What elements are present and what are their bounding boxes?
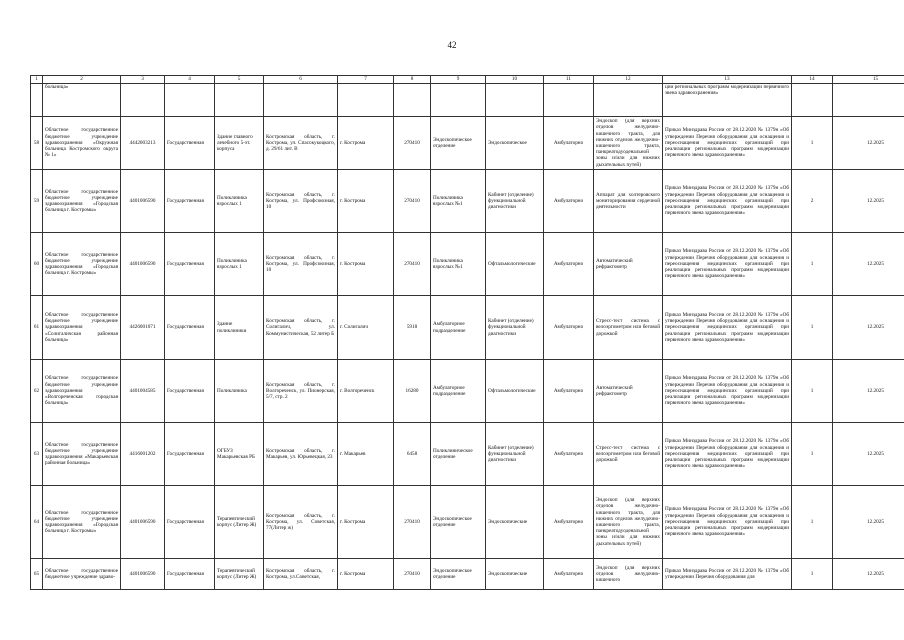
city-cell: г. Кострома <box>338 559 394 590</box>
row-number-cell: 59 <box>31 170 43 233</box>
continued-row <box>31 84 904 117</box>
row-number-cell: 64 <box>31 486 43 559</box>
address-cell: Костромская область, г. Кострома, ул.Советская, <box>264 559 338 590</box>
care-type-cell: Амбулаторно <box>544 117 594 170</box>
department-cell: Амбулаторное подразделение <box>431 360 486 423</box>
ownership-cell: Государственная <box>165 559 215 590</box>
quantity-cell: 1 <box>792 233 833 296</box>
table-row <box>31 233 904 296</box>
city-cell: г. Солигалич <box>338 296 394 360</box>
table-row <box>31 296 904 360</box>
organization-cell: Областное государственное бюджетное учреждение здравоохранения «Городская больница г. Костромы» <box>43 233 121 296</box>
subdivision-cell: Офтальмологические <box>486 360 544 423</box>
quantity-cell: 1 <box>792 559 833 590</box>
settlement-code-cell: 6458 <box>394 423 431 486</box>
city-cell: г. Макарьев <box>338 423 394 486</box>
settlement-code-cell: 5918 <box>394 296 431 360</box>
col-header: 3 <box>121 76 165 84</box>
address-cell: Костромская область, г. Макарьев, ул. Юрьевецкая, 23 <box>264 423 338 486</box>
inn-cell: 4401004585 <box>121 360 165 423</box>
department-cell: Эндоскопическое отделение <box>431 117 486 170</box>
organization-cell: Областное государственное бюджетное учреждение здравоохранения «Городская больница г. Костромы» <box>43 170 121 233</box>
ownership-cell: Государственная <box>165 170 215 233</box>
equipment-cell: Стресс-тест система с велоэргометром или беговой дорожкой <box>594 296 663 360</box>
col-header: 10 <box>486 76 544 84</box>
ownership-cell: Государственная <box>165 233 215 296</box>
order-reference-cell: Приказ Минздрава России от 28.12.2020 № 1379н «Об утверждении Перечня оборудования для оснащения и переоснащения медицинских организаций при реализации региональных программ модернизации первичного звена здравоохранения» <box>663 486 792 559</box>
settlement-code-cell: 270410 <box>394 233 431 296</box>
date-cell: 12.2025 <box>833 233 904 296</box>
order-reference-cell: Приказ Минздрава России от 28.12.2020 № 1379н «Об утверждении Перечня оборудования для оснащения и переоснащения медицинских организаций при реализации региональных программ модернизации первичного звена здравоохранения» <box>663 170 792 233</box>
quantity-cell: 1 <box>792 423 833 486</box>
department-cell: Амбулаторное подразделение <box>431 296 486 360</box>
care-type-cell: Амбулаторно <box>544 233 594 296</box>
city-cell: г. Кострома <box>338 233 394 296</box>
page-number: 42 <box>447 40 457 50</box>
row-number-cell: 61 <box>31 296 43 360</box>
equipment-cell: Автоматический рефрактометр <box>594 233 663 296</box>
col-header: 5 <box>215 76 264 84</box>
care-type-cell: Амбулаторно <box>544 296 594 360</box>
order-reference-cell: Приказ Минздрава России от 28.12.2020 № 1379н «Об утверждении Перечня оборудования для <box>663 559 792 590</box>
address-cell: Костромская область, г. Кострома, ул. Профсоюзная, 10 <box>264 233 338 296</box>
col-header: 12 <box>594 76 663 84</box>
ownership-cell: Государственная <box>165 360 215 423</box>
table-row <box>31 559 904 590</box>
address-cell: Костромская область, г. Кострома, ул. Профсоюзная, 10 <box>264 170 338 233</box>
organization-cell: Областное государственное бюджетное учреждение здравоохранения «Солигаличская районная больница» <box>43 296 121 360</box>
col-header: 9 <box>431 76 486 84</box>
care-type-cell: Амбулаторно <box>544 170 594 233</box>
equipment-table <box>30 75 904 590</box>
col-header: 14 <box>792 76 833 84</box>
equipment-cell: Эндоскоп (для верхних отделов желудочно-кишечного тракта, для нижних отделов желудочно-кишечного тракта, панкреатодуоденальной зоны и/или для нижних дыхательных путей) <box>594 117 663 170</box>
care-type-cell: Амбулаторно <box>544 423 594 486</box>
building-cell: Терапевтический корпус (Литер Ж) <box>215 559 264 590</box>
organization-cell: Областное государственное бюджетное учреждение здраво- <box>43 559 121 590</box>
building-cell: Поликлиника взрослых 1 <box>215 170 264 233</box>
city-cell: г. Кострома <box>338 486 394 559</box>
inn-cell: 4442003213 <box>121 117 165 170</box>
organization-cell: Областное государственное бюджетное учреждение здравоохранения «Волгореченская городская больница» <box>43 360 121 423</box>
col-header: 13 <box>663 76 792 84</box>
equipment-cell: Автоматический рефрактометр <box>594 360 663 423</box>
row-number-cell: 60 <box>31 233 43 296</box>
inn-cell: 4401006590 <box>121 559 165 590</box>
table-row <box>31 423 904 486</box>
care-type-cell: Амбулаторно <box>544 360 594 423</box>
department-cell: Эндоскопическое отделение <box>431 559 486 590</box>
equipment-cell: Эндоскоп (для верхних отделов желудочно-кишечного тракта, для нижних отделов желудочно-кишечного тракта, панкреатодуоденальной зоны и/или для нижних дыхательных путей) <box>594 486 663 559</box>
address-cell: Костромская область, г. Кострома, ул. Спасокукоцкого, д. 29/61 лит. В <box>264 117 338 170</box>
continued-org-cell: больница» <box>43 84 121 117</box>
department-cell: Поликлиника взрослых №1 <box>431 233 486 296</box>
equipment-cell: Эндоскоп (для верхних отделов желудочно-кишечного <box>594 559 663 590</box>
ownership-cell: Государственная <box>165 296 215 360</box>
date-cell: 12.2025 <box>833 117 904 170</box>
settlement-code-cell: 270410 <box>394 117 431 170</box>
building-cell: Терапевтический корпус (Литер Ж) <box>215 486 264 559</box>
date-cell: 12.2025 <box>833 296 904 360</box>
table-row <box>31 360 904 423</box>
subdivision-cell: Кабинет (отделение) функциональной диагностики <box>486 296 544 360</box>
row-number-cell: 62 <box>31 360 43 423</box>
row-number-cell: 58 <box>31 117 43 170</box>
department-cell: Поликлиническое отделение <box>431 423 486 486</box>
subdivision-cell: Кабинет (отделение) функциональной диагностики <box>486 170 544 233</box>
care-type-cell: Амбулаторно <box>544 486 594 559</box>
table-row <box>31 117 904 170</box>
col-header: 8 <box>394 76 431 84</box>
date-cell: 12.2025 <box>833 170 904 233</box>
subdivision-cell: Эндоскопические <box>486 486 544 559</box>
date-cell: 12.2025 <box>833 486 904 559</box>
building-cell: ОГБУЗ Макарьевская РБ <box>215 423 264 486</box>
date-cell: 12.2025 <box>833 559 904 590</box>
department-cell: Поликлиника взрослых №1 <box>431 170 486 233</box>
subdivision-cell: Офтальмологические <box>486 233 544 296</box>
continued-order-cell: ции региональных программ модернизации первичного звена здравоохранения» <box>663 84 792 117</box>
col-header: 7 <box>338 76 394 84</box>
inn-cell: 4426001071 <box>121 296 165 360</box>
date-cell: 12.2025 <box>833 423 904 486</box>
table-row <box>31 170 904 233</box>
col-header: 15 <box>833 76 904 84</box>
building-cell: Поликлиника <box>215 360 264 423</box>
ownership-cell: Государственная <box>165 486 215 559</box>
building-cell: Поликлиника взрослых 1 <box>215 233 264 296</box>
col-header: 1 <box>31 76 43 84</box>
order-reference-cell: Приказ Минздрава России от 28.12.2020 № 1379н «Об утверждении Перечня оборудования для оснащения и переоснащения медицинских организаций при реализации региональных программ модернизации первичного звена здравоохранения» <box>663 117 792 170</box>
city-cell: г. Кострома <box>338 170 394 233</box>
inn-cell: 4401006590 <box>121 233 165 296</box>
equipment-cell: Стресс-тест система с велоэргометром или беговой дорожкой <box>594 423 663 486</box>
city-cell: г. Кострома <box>338 117 394 170</box>
row-number-cell: 63 <box>31 423 43 486</box>
inn-cell: 4416001202 <box>121 423 165 486</box>
subdivision-cell: Кабинет (отделение) функциональной диагностики <box>486 423 544 486</box>
inn-cell: 4401006590 <box>121 170 165 233</box>
settlement-code-cell: 270410 <box>394 559 431 590</box>
ownership-cell: Государственная <box>165 423 215 486</box>
col-header: 2 <box>43 76 121 84</box>
row-number-cell: 65 <box>31 559 43 590</box>
address-cell: Костромская область, г. Кострома, ул. Советская, 77(Литер ж) <box>264 486 338 559</box>
department-cell: Эндоскопическое отделение <box>431 486 486 559</box>
order-reference-cell: Приказ Минздрава России от 28.12.2020 № 1379н «Об утверждении Перечня оборудования для оснащения и переоснащения медицинских организаций при реализации региональных программ модернизации первичного звена здравоохранения» <box>663 360 792 423</box>
col-header: 6 <box>264 76 338 84</box>
quantity-cell: 1 <box>792 486 833 559</box>
order-reference-cell: Приказ Минздрава России от 28.12.2020 № 1379н «Об утверждении Перечня оборудования для оснащения и переоснащения медицинских организаций при реализации региональных программ модернизации первичного звена здравоохранения» <box>663 296 792 360</box>
table-row <box>31 486 904 559</box>
subdivision-cell: Эндоскопические <box>486 559 544 590</box>
building-cell: Здание поликлиники <box>215 296 264 360</box>
order-reference-cell: Приказ Минздрава России от 28.12.2020 № 1379н «Об утверждении Перечня оборудования для оснащения и переоснащения медицинских организаций при реализации региональных программ модернизации первичного звена здравоохранения» <box>663 423 792 486</box>
equipment-cell: Аппарат для холтеровского мониторирования сердечной деятельности <box>594 170 663 233</box>
building-cell: Здание главного лечебного 5-эт. корпуса <box>215 117 264 170</box>
settlement-code-cell: 270410 <box>394 170 431 233</box>
ownership-cell: Государственная <box>165 117 215 170</box>
quantity-cell: 1 <box>792 296 833 360</box>
date-cell: 12.2025 <box>833 360 904 423</box>
quantity-cell: 2 <box>792 170 833 233</box>
city-cell: г. Волгореченск <box>338 360 394 423</box>
order-reference-cell: Приказ Минздрава России от 28.12.2020 № 1379н «Об утверждении Перечня оборудования для оснащения и переоснащения медицинских организаций при реализации региональных программ модернизации первичного звена здравоохранения» <box>663 233 792 296</box>
address-cell: Костромская область, г. Волгореченск, ул. Пионерская, 5/7, стр. 2 <box>264 360 338 423</box>
address-cell: Костромская область, г. Солигалич, ул. Коммунистическая, 52 литер Б <box>264 296 338 360</box>
quantity-cell: 1 <box>792 360 833 423</box>
settlement-code-cell: 270410 <box>394 486 431 559</box>
organization-cell: Областное государственное бюджетное учреждение здравоохранения «Городская больница г. Костромы» <box>43 486 121 559</box>
col-header: 11 <box>544 76 594 84</box>
settlement-code-cell: 16280 <box>394 360 431 423</box>
subdivision-cell: Эндоскопическое <box>486 117 544 170</box>
quantity-cell: 1 <box>792 117 833 170</box>
organization-cell: Областное государственное бюджетное учреждение здравоохранения «Окружная больница Костромского округа № 1» <box>43 117 121 170</box>
organization-cell: Областное государственное бюджетное учреждение здравоохранения «Макарьевская районная больница» <box>43 423 121 486</box>
header-row <box>31 76 904 84</box>
col-header: 4 <box>165 76 215 84</box>
inn-cell: 4401006590 <box>121 486 165 559</box>
care-type-cell: Амбулаторно <box>544 559 594 590</box>
